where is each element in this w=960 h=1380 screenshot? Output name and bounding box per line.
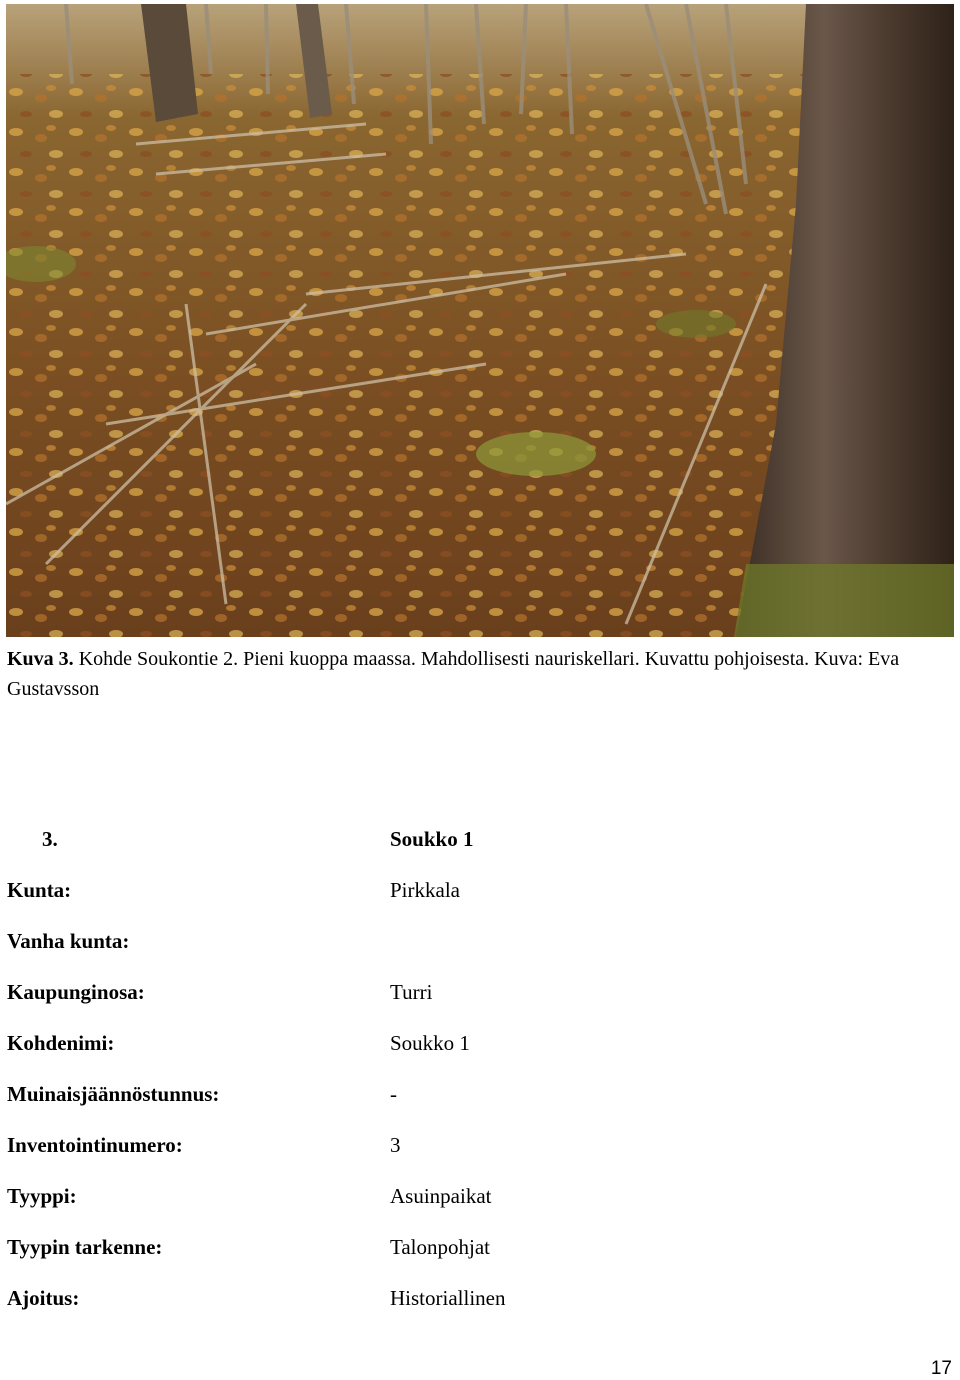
field-row-inventointinumero xyxy=(7,1133,947,1163)
photo-caption xyxy=(7,644,952,704)
field-row-kunta xyxy=(7,878,947,908)
caption-text: Kohde Soukontie 2. Pieni kuoppa maassa. Mahdollisesti nauriskellari. Kuvattu pohjoisesta. Kuva: Eva Gustavsson xyxy=(7,648,900,700)
field-row-kaupunginosa xyxy=(7,980,947,1010)
field-value: Soukko 1 xyxy=(390,1031,470,1055)
field-row-muinaisjaannostunnus xyxy=(7,1082,947,1112)
field-row-kohdenimi xyxy=(7,1031,947,1061)
field-value: Pirkkala xyxy=(390,878,460,902)
field-value: Talonpohjat xyxy=(390,1235,491,1259)
section-number: 3. xyxy=(42,827,58,851)
field-label: Muinaisjäännöstunnus: xyxy=(7,1082,220,1106)
field-value: Asuinpaikat xyxy=(390,1184,492,1208)
field-value: Turri xyxy=(390,980,433,1004)
field-label: Tyyppi: xyxy=(7,1184,77,1208)
caption-label: Kuva 3. xyxy=(7,648,74,670)
field-label: Kunta: xyxy=(7,878,72,902)
page-number: 17 xyxy=(930,1358,952,1379)
photo-illustration xyxy=(6,4,954,637)
field-value: 3 xyxy=(390,1133,401,1157)
forest-floor-photo xyxy=(6,4,954,637)
field-label: Vanha kunta: xyxy=(7,929,130,953)
field-value: Historiallinen xyxy=(390,1286,506,1310)
section-title: Soukko 1 xyxy=(390,827,474,851)
field-label: Tyypin tarkenne: xyxy=(7,1235,163,1259)
field-row-vanha-kunta xyxy=(7,929,947,959)
field-label: Kohdenimi: xyxy=(7,1031,115,1055)
field-row-tyypin-tarkenne xyxy=(7,1235,947,1265)
field-row-tyyppi xyxy=(7,1184,947,1214)
field-label: Kaupunginosa: xyxy=(7,980,145,1004)
field-label: Inventointinumero: xyxy=(7,1133,183,1157)
field-row-ajoitus xyxy=(7,1286,947,1316)
field-label: Ajoitus: xyxy=(7,1286,80,1310)
field-value: - xyxy=(390,1082,397,1106)
